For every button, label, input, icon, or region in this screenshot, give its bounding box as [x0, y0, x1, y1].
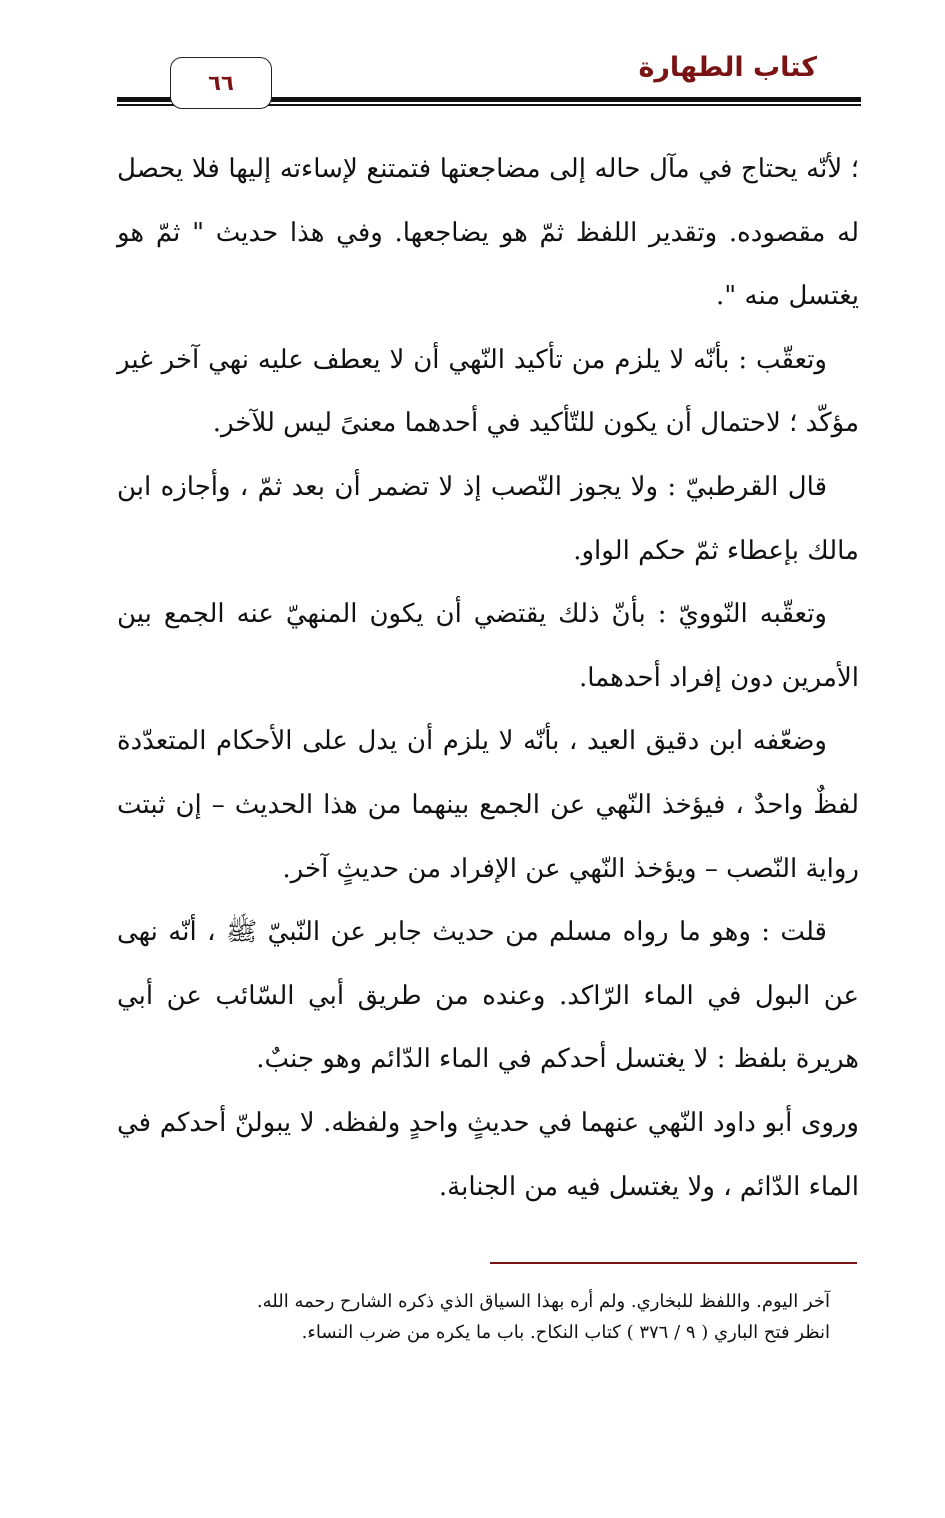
footnotes — [150, 1286, 830, 1348]
page-number: ٦٦ — [170, 57, 272, 109]
paragraph: قلت : وهو ما رواه مسلم من حديث جابر عن النّبيّ ﷺ ، أنّه نهى عن البول في الماء الرّاكد. وعنده من طريق أبي السّائب عن أبي هريرة بلفظ : لا يغتسل أحدكم في الماء الدّائم وهو جنبٌ. — [117, 917, 859, 1075]
paragraph: وروى أبو داود النّهي عنهما في حديثٍ واحدٍ ولفظه. لا يبولنّ أحدكم في الماء الدّائم ، ولا يغتسل فيه من الجنابة. — [117, 1107, 859, 1202]
footnote-separator — [490, 1262, 857, 1264]
footnote-line: انظر فتح الباري ( ٩ / ٣٧٦ ) كتاب النكاح. باب ما يكره من ضرب النساء. — [301, 1322, 830, 1343]
book-title: كتاب الطهارة — [638, 52, 817, 83]
paragraph: ؛ لأنّه يحتاج في مآل حاله إلى مضاجعتها فتمتنع لإساءته إليها فلا يحصل له مقصوده. وتقدير اللفظ ثمّ هو يضاجعها. وفي هذا حديث " ثمّ هو يغتسل منه ". — [117, 154, 859, 312]
footnote-line: آخر اليوم. واللفظ للبخاري. ولم أره بهذا السياق الذي ذكره الشارح رحمه الله. — [256, 1291, 830, 1312]
paragraph: وتعقّبه النّوويّ : بأنّ ذلك يقتضي أن يكون المنهيّ عنه الجمع بين الأمرين دون إفراد أحدهما. — [117, 599, 859, 693]
main-text — [117, 138, 859, 1219]
paragraph: وتعقّب : بأنّه لا يلزم من تأكيد النّهي أن لا يعطف عليه نهي آخر غير مؤكّد ؛ لاحتمال أن يكون للتّأكيد في أحدهما معنىً ليس للآخر. — [117, 344, 859, 439]
paragraph: وضعّفه ابن دقيق العيد ، بأنّه لا يلزم أن يدل على الأحكام المتعدّدة لفظٌ واحدٌ ، فيؤخذ النّهي عن الجمع بينهما من هذا الحديث – إن ثبتت رواية النّصب – ويؤخذ النّهي عن الإفراد من حديثٍ آخر. — [117, 726, 859, 884]
paragraph: قال القرطبيّ : ولا يجوز النّصب إذ لا تضمر أن بعد ثمّ ، وأجازه ابن مالك بإعطاء ثمّ حكم الواو. — [117, 471, 859, 566]
